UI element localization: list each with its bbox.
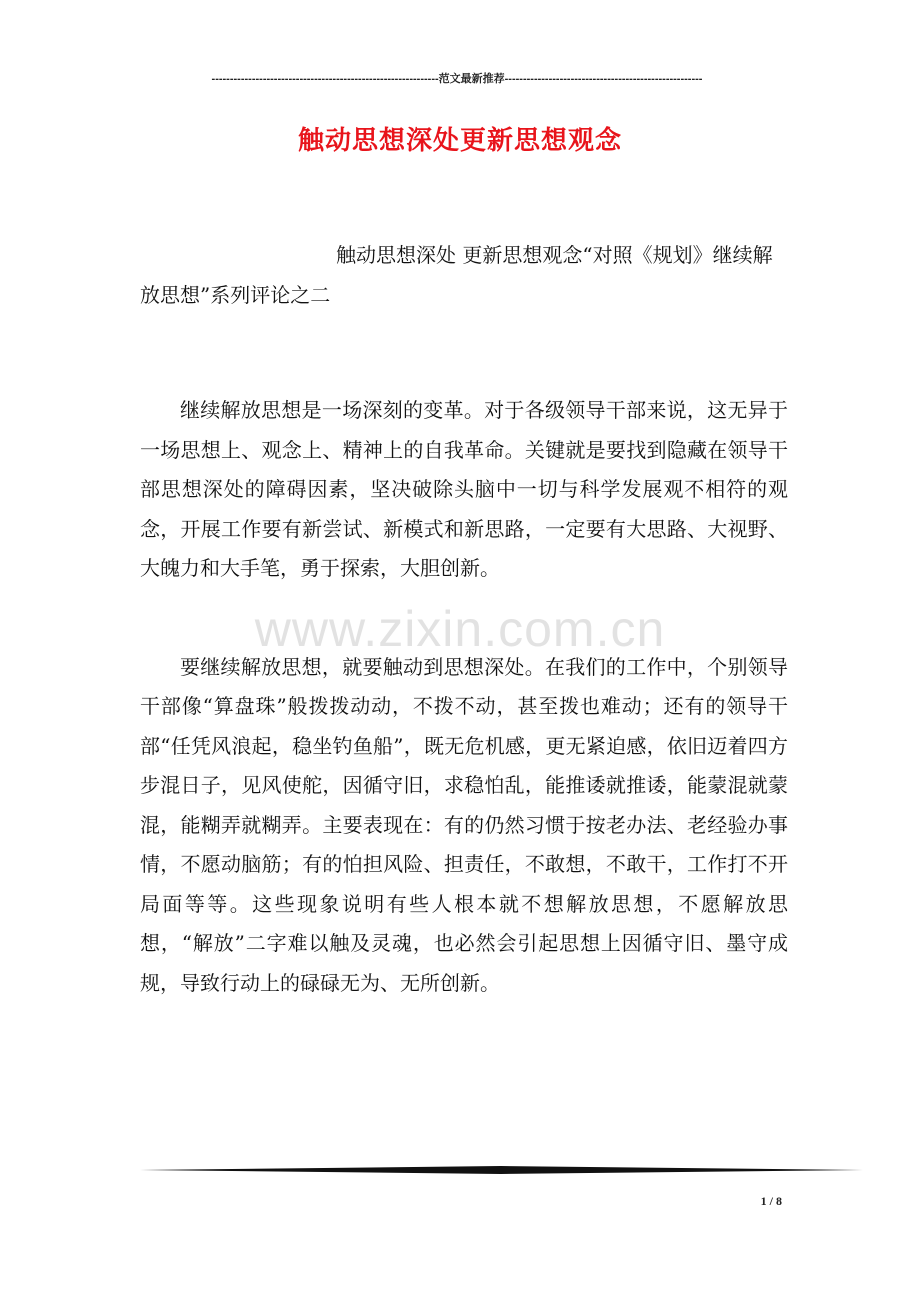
paragraph-spacer xyxy=(140,589,788,648)
paragraph-2: 要继续解放思想，就要触动到思想深处。在我们的工作中，个别领导干部像“算盘珠”般拨拨动动，不拨不动，甚至拨也难动；还有的领导干部“任凭风浪起，稳坐钓鱼船”，既无危机感，更无紧迫感，依旧迈着四方步混日子，见风使舵，因循守旧，求稳怕乱，能推诿就推诿，能蒙混就蒙混，能糊弄就糊弄。主要表现在：有的仍然习惯于按老办法、老经验办事情，不愿动脑筋；有的怕担风险、担责任，不敢想，不敢干，工作打不开局面等等。这些现象说明有些人根本就不想解放思想，不愿解放思想，“解放”二字难以触及灵魂，也必然会引起思想上因循守旧、墨守成规，导致行动上的碌碌无为、无所创新。 xyxy=(140,654,788,995)
page-number: 1 / 8 xyxy=(760,1194,782,1208)
watermark: www.zixin.com.cn xyxy=(254,601,666,657)
document-title: 触动思想深处更新思想观念 xyxy=(297,126,622,156)
paragraph-spacer xyxy=(140,315,788,391)
paragraph-1: 继续解放思想是一场深刻的变革。对于各级领导干部来说，这无异于一场思想上、观念上、精神上的自我革命。关键就是要找到隐藏在领导干部思想深处的障碍因素，坚决破除头脑中一切与科学发展观不相符的观念，开展工作要有新尝试、新模式和新思路，一定要有大思路、大视野、大魄力和大手笔，勇于探索，大胆创新。 xyxy=(140,398,788,580)
document-body xyxy=(140,236,788,1003)
footer-divider xyxy=(140,1165,863,1175)
header-banner: --------------------------------------------------------------范文最新推荐------------------------------------------------------ xyxy=(211,73,703,85)
document-subtitle: 触动思想深处 更新思想观念“对照《规划》继续解放思想”系列评论之二 xyxy=(140,243,773,307)
